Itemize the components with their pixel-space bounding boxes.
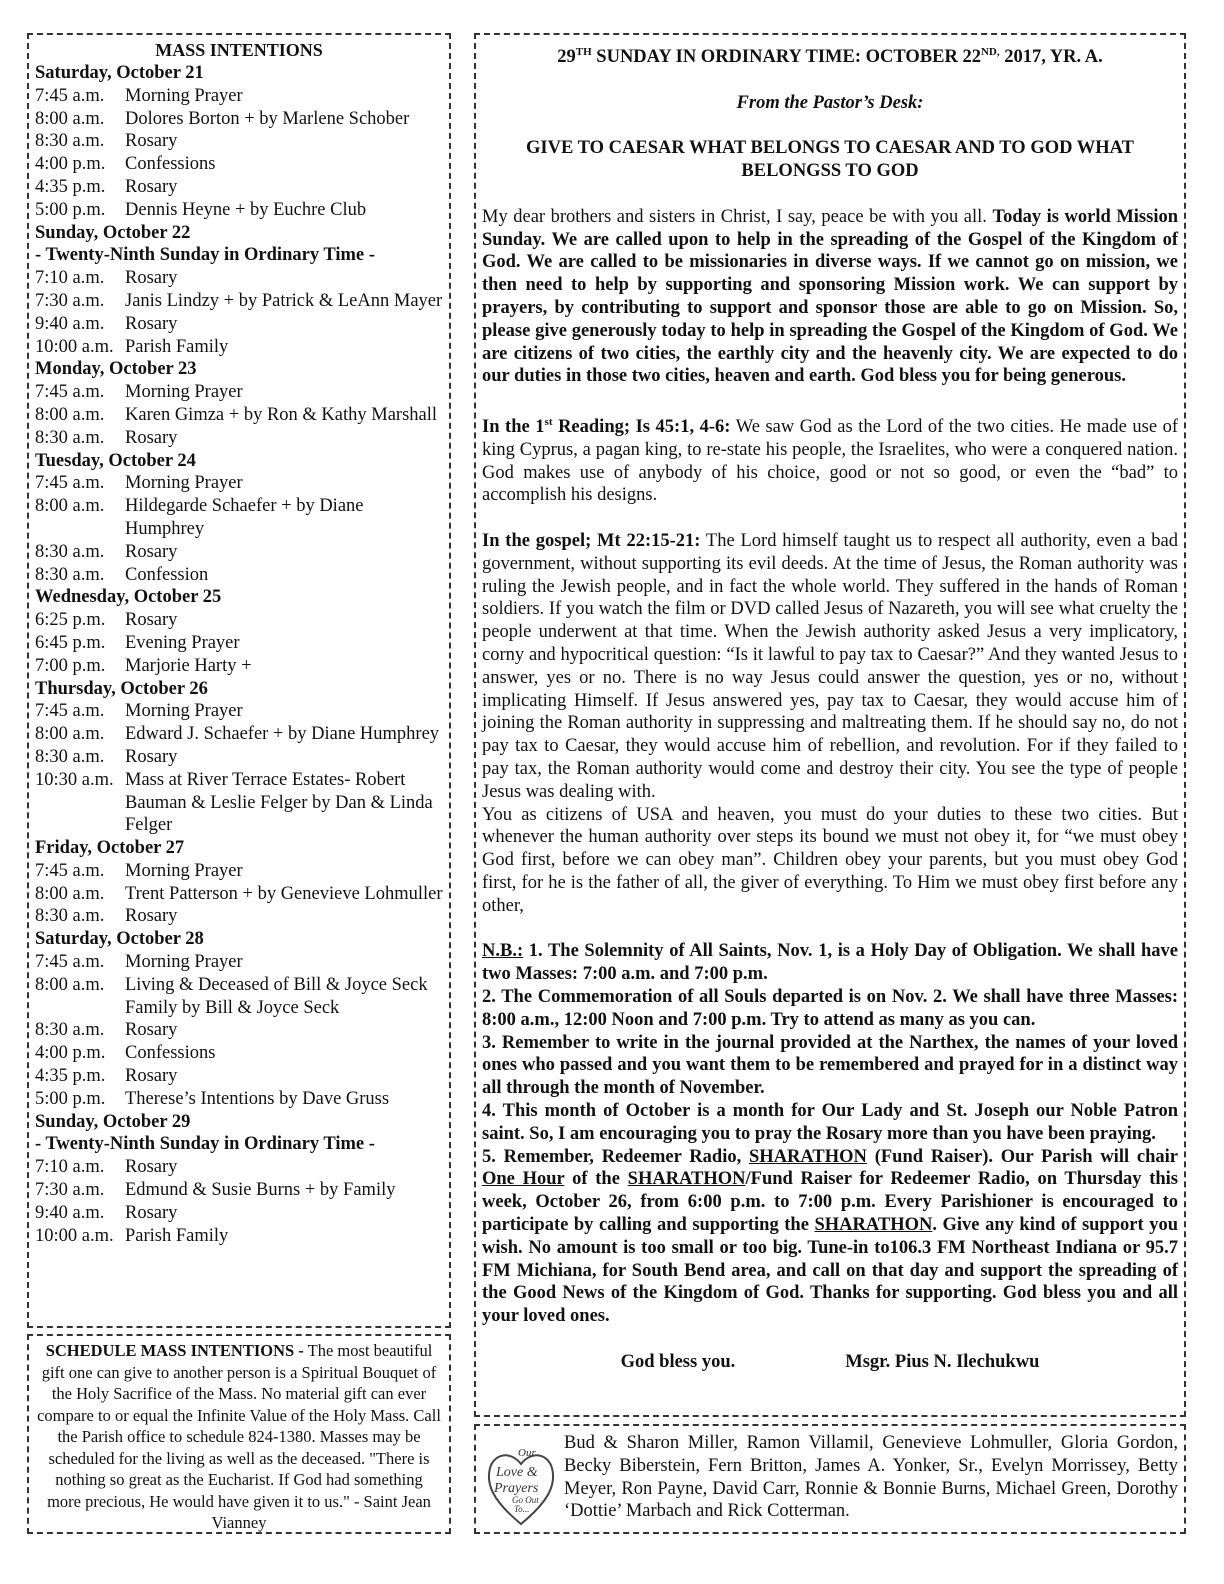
- mass-day-subtitle: - Twenty-Ninth Sunday in Ordinary Time -: [35, 1134, 375, 1155]
- mass-entry: [35, 746, 443, 769]
- mass-entry: [35, 290, 443, 313]
- mass-time: 8:30 a.m.: [35, 131, 105, 152]
- mass-time: 9:40 a.m.: [35, 1202, 105, 1223]
- mass-intention: Rosary: [125, 176, 178, 197]
- mass-intention: Trent Patterson + by Genevieve Lohmuller: [125, 883, 443, 904]
- mass-time: 4:00 p.m.: [35, 1043, 106, 1064]
- mass-intention: Karen Gimza + by Ron & Kathy Marshall: [125, 404, 438, 425]
- mass-time: 8:30 a.m.: [35, 906, 105, 927]
- pastor-desk-subheader: From the Pastor’s Desk:: [736, 92, 924, 113]
- mass-entry: [35, 176, 443, 199]
- mass-entry: [35, 336, 443, 359]
- mass-time: 4:00 p.m.: [35, 154, 106, 175]
- mass-intention: Rosary: [125, 427, 178, 448]
- mass-intention: Evening Prayer: [125, 632, 240, 653]
- mass-intention: Edward J. Schaefer + by Diane Humphrey: [125, 724, 440, 745]
- mass-day-heading: Thursday, October 26: [35, 678, 208, 699]
- pastor-desk-panel: [474, 33, 1186, 1417]
- mass-intention: Edmund & Susie Burns + by Family: [125, 1180, 396, 1201]
- mass-intention: Morning Prayer: [125, 85, 243, 106]
- mass-intention: Rosary: [125, 1157, 178, 1178]
- mass-intention: Mass at River Terrace Estates- Robert Bauman & Leslie Felger by Dan & Linda Felger: [125, 769, 433, 836]
- mass-time: 10:30 a.m.: [35, 769, 114, 790]
- mass-entry: [35, 199, 443, 222]
- closing-text: God bless you.: [620, 1351, 736, 1372]
- nb-item-5: 5. Remember, Redeemer Radio, SHARATHON (Fund Raiser). Our Parish will chair One Hour of the SHARATHON/Fund Raiser for Redeemer Radio, on Thursday this week, October 26, from 6:00 p.m. to 7:00 p.m. Every Parishioner is encouraged to participate by calling and supporting the SHARATHON. Give any kind of support you wish. No amount is too small or too big. Tune-in to106.3 FM Northeast Indiana or 95.7 FM Michiana, for South Bend area, and call on that day and support the spreading of the Good News of the Kingdom of God. Thanks for supporting. God bless you and all your loved ones.: [482, 1146, 1179, 1327]
- svg-text:To...: To...: [514, 1504, 530, 1514]
- mass-time: 7:45 a.m.: [35, 952, 105, 973]
- mass-day-heading: Saturday, October 28: [35, 929, 204, 950]
- mass-entry: [35, 1065, 443, 1088]
- prayer-names: Bud & Sharon Miller, Ramon Villamil, Genevieve Lohmuller, Gloria Gordon, Becky Biberstein, Fern Britton, James A. Yonker, Sr., Evelyn Morrissey, Betty Meyer, Ron Payne, David Carr, Ronnie & Bonnie Burns, Michael Green, Dorothy ‘Dottie’ Marbach and Rick Cotterman.: [564, 1433, 1178, 1522]
- mass-intention: Hildegarde Schaefer + by Diane Humphrey: [125, 496, 364, 539]
- svg-text:Our: Our: [518, 1447, 536, 1459]
- mass-time: 8:00 a.m.: [35, 404, 105, 425]
- mass-intention: Living & Deceased of Bill & Joyce Seck Family by Bill & Joyce Seck: [125, 974, 428, 1018]
- mass-entry: [35, 632, 443, 655]
- nb-item-2: 2. The Commemoration of all Souls departed is on Nov. 2. We shall have three Masses: 8:00 a.m., 12:00 Noon and 7:00 p.m. Try to attend as many as you can.: [482, 986, 1178, 1030]
- mass-intention: Rosary: [125, 541, 178, 562]
- mass-entry: [35, 564, 443, 587]
- mass-entry: [35, 609, 443, 632]
- mass-time: 7:10 a.m.: [35, 1157, 105, 1178]
- signature-line: [482, 1351, 1178, 1374]
- mass-entry: [35, 108, 443, 131]
- gospel-paragraph: In the gospel; Mt 22:15-21: The Lord himself taught us to respect all authority, even a bad government, without supporting its evil deeds. At the time of Jesus, the Roman authority was ruling the Jewish people, and in fact the whole world. They suffered in the hands of Roman soldiers. If you watch the film or DVD called Jesus of Nazareth, you will see what cruelty the people underwent at that time. When the Jewish authority asked Jesus a very implicatory, corny and hypocritical question: “Is it lawful to pay tax to Caesar?” And they wanted Jesus to answer, yes or no. There is no way Jesus could answer the question, yes or no, without implicating Himself. If Jesus answered yes, pay tax to Caesar, they would accuse him of joining the Roman authority in suppressing and maltreating them. If he should say no, do not pay tax to Caesar, they would accuse him of rebellion, and revolution. For if they failed to pay tax, the Roman authority would come and destroy their city. You see the type of people Jesus was dealing with.: [482, 531, 1178, 802]
- schedule-heading: SCHEDULE MASS INTENTIONS -: [45, 1341, 304, 1360]
- mass-intention: Rosary: [125, 268, 178, 289]
- citizens-paragraph: You as citizens of USA and heaven, you must do your duties to these two cities. But whenever the human authority over steps its bound we must not obey it, for “we must obey God first, before we can obey man”. Children obey your parents, but you must obey God first, for he is the father of all, the giver of everything. To Him we must obey first before any other,: [482, 804, 1178, 916]
- mass-time: 8:30 a.m.: [35, 564, 105, 585]
- bulletin-header: 29TH SUNDAY IN ORDINARY TIME: OCTOBER $22^{ND,}$ 2017, YR. A.: [557, 46, 1103, 68]
- mass-intention: Morning Prayer: [125, 382, 243, 403]
- mass-intentions-list: [35, 62, 443, 1247]
- mass-entry: [35, 541, 443, 564]
- homily-theme: GIVE TO CAESAR WHAT BELONGS TO CAESAR AND TO GOD WHAT BELONGSS TO GOD: [526, 138, 1134, 182]
- mass-intention: Rosary: [125, 610, 178, 631]
- mass-entry: [35, 769, 443, 837]
- mass-time: 4:35 p.m.: [35, 176, 106, 197]
- mass-entry: [35, 472, 443, 495]
- mass-time: 6:25 p.m.: [35, 610, 106, 631]
- svg-text:Go Out: Go Out: [512, 1495, 539, 1505]
- mass-time: 7:00 p.m.: [35, 655, 106, 676]
- mass-time: 8:00 a.m.: [35, 108, 105, 129]
- mass-intention: Morning Prayer: [125, 701, 243, 722]
- mass-time: 7:45 a.m.: [35, 382, 105, 403]
- mass-entry: [35, 1179, 443, 1202]
- mass-entry: [35, 404, 443, 427]
- mass-entry: [35, 1202, 443, 1225]
- svg-text:Love &: Love &: [496, 1465, 538, 1480]
- mass-entry: [35, 153, 443, 176]
- schedule-mass-intentions-panel: [27, 1334, 451, 1534]
- mass-entry: [35, 951, 443, 974]
- mass-time: 9:40 a.m.: [35, 313, 105, 334]
- mass-time: 8:30 a.m.: [35, 1020, 105, 1041]
- mass-entry: [35, 655, 443, 678]
- mass-time: 8:30 a.m.: [35, 746, 105, 767]
- mass-entry: [35, 883, 443, 906]
- mass-intention: Morning Prayer: [125, 952, 243, 973]
- mass-entry: [35, 905, 443, 928]
- mass-time: 8:00 a.m.: [35, 974, 105, 995]
- heart-logo-icon: [482, 1434, 560, 1530]
- mass-entry: [35, 85, 443, 108]
- mass-intention: Rosary: [125, 1066, 178, 1087]
- intro-paragraph: My dear brothers and sisters in Christ, I say, peace be with you all. Today is world Mission Sunday. We are called upon to help in the spreading of the Gospel of the Kingdom of God. We are called to be missionaries in diverse ways. If we cannot go on mission, we then need to help by supporting and sponsoring Mission work. We can support by prayers, by contributing to support and sponsor those are able to go on Mission. So, please give generously today to help in spreading the Gospel of the Kingdom of God. We are citizens of two cities, the earthly city and the heavenly city. We are expected to do our duties in those two cities, heaven and earth. God bless you for being generous.: [482, 206, 1178, 387]
- mass-entry: [35, 1156, 443, 1179]
- mass-time: 7:45 a.m.: [35, 860, 105, 881]
- mass-time: 5:00 p.m.: [35, 1088, 106, 1109]
- mass-entry: [35, 974, 443, 1020]
- mass-time: 5:00 p.m.: [35, 199, 106, 220]
- mass-day-heading: Sunday, October 29: [35, 1111, 191, 1132]
- mass-time: 7:30 a.m.: [35, 290, 105, 311]
- mass-time: 7:45 a.m.: [35, 701, 105, 722]
- mass-entry: [35, 267, 443, 290]
- mass-time: 7:45 a.m.: [35, 473, 105, 494]
- mass-intentions-panel: [27, 33, 451, 1328]
- signature-name: Msgr. Pius N. Ilechukwu: [845, 1351, 1040, 1372]
- mass-intention: Rosary: [125, 1202, 178, 1223]
- mass-intention: Confession: [125, 564, 209, 585]
- nb-item-3: 3. Remember to write in the journal provided at the Narthex, the names of your loved ones who passed and you want them to be remembered and prayed for in a distinct way all through the month of November.: [482, 1032, 1178, 1099]
- nb-item-4: 4. This month of October is a month for Our Lady and St. Joseph our Noble Patron saint. So, I am encouraging you to pray the Rosary more than you have been praying.: [482, 1100, 1178, 1144]
- mass-intention: Morning Prayer: [125, 473, 243, 494]
- svg-text:Prayers: Prayers: [494, 1481, 539, 1496]
- mass-intention: Morning Prayer: [125, 860, 243, 881]
- mass-time: 8:30 a.m.: [35, 541, 105, 562]
- mass-entry: [35, 130, 443, 153]
- mass-intention: Rosary: [125, 746, 178, 767]
- mass-day-heading: Monday, October 23: [35, 359, 197, 380]
- mass-intention: Therese’s Intentions by Dave Gruss: [125, 1088, 390, 1109]
- mass-intention: Parish Family: [125, 1225, 229, 1246]
- mass-time: 7:30 a.m.: [35, 1180, 105, 1201]
- mass-intention: Dennis Heyne + by Euchre Club: [125, 199, 367, 220]
- nb-item-1: N.B.: 1. The Solemnity of All Saints, Nov. 1, is a Holy Day of Obligation. We shall have two Masses: 7:00 a.m. and 7:00 p.m.: [482, 941, 1178, 985]
- mass-intention: Confessions: [125, 1043, 216, 1064]
- mass-time: 4:35 p.m.: [35, 1066, 106, 1087]
- mass-time: 10:00 a.m.: [35, 336, 114, 357]
- mass-intention: Rosary: [125, 1020, 178, 1041]
- mass-entry: [35, 1042, 443, 1065]
- mass-time: 8:00 a.m.: [35, 883, 105, 904]
- mass-day-heading: Saturday, October 21: [35, 63, 204, 83]
- mass-entry: [35, 1019, 443, 1042]
- mass-time: 6:45 p.m.: [35, 632, 106, 653]
- mass-entry: [35, 723, 443, 746]
- mass-entry: [35, 427, 443, 450]
- schedule-body: The most beautiful gift one can give to another person is a Spiritual Bouquet of the Holy Sacrifice of the Mass. No material gift can ever compare to or equal the Infinite Value of the Holy Mass. Call the Parish office to schedule 824-1380. Masses may be scheduled for the living as well as the deceased. "There is nothing so great as the Eucharist. If God had something more precious, He would have given it to us." - Saint Jean Vianney: [37, 1341, 441, 1532]
- mass-intention: Parish Family: [125, 336, 229, 357]
- mass-time: 8:30 a.m.: [35, 427, 105, 448]
- mass-entry: [35, 495, 443, 541]
- mass-entry: [35, 313, 443, 336]
- mass-day-heading: Friday, October 27: [35, 838, 185, 859]
- mass-intention: Rosary: [125, 906, 178, 927]
- mass-intention: Rosary: [125, 313, 178, 334]
- mass-day-heading: Sunday, October 22: [35, 222, 191, 243]
- mass-intention: Janis Lindzy + by Patrick & LeAnn Mayer: [125, 290, 443, 311]
- mass-entry: [35, 381, 443, 404]
- mass-intention: Dolores Borton + by Marlene Schober: [125, 108, 410, 129]
- mass-entry: [35, 860, 443, 883]
- mass-intention: Rosary: [125, 131, 178, 152]
- mass-day-heading: Wednesday, October 25: [35, 587, 222, 608]
- mass-time: 10:00 a.m.: [35, 1225, 114, 1246]
- mass-entry: [35, 1225, 443, 1248]
- mass-intention: Marjorie Harty +: [125, 655, 252, 676]
- mass-intention: Confessions: [125, 154, 216, 175]
- mass-intentions-title: MASS INTENTIONS: [155, 40, 323, 60]
- mass-time: 7:45 a.m.: [35, 85, 105, 106]
- first-reading-paragraph: In the 1st Reading; Is 45:1, 4-6: We saw God as the Lord of the two cities. He made use of king Cyprus, a pagan king, to re-state his people, the Israelites, who were a conquered nation. God makes use of anybody of his choice, good or not so good, or even the “bad” to accomplish his designs.: [482, 415, 1179, 506]
- mass-entry: [35, 700, 443, 723]
- prayer-list-panel: [474, 1424, 1186, 1534]
- mass-day-heading: Tuesday, October 24: [35, 450, 196, 471]
- mass-day-subtitle: - Twenty-Ninth Sunday in Ordinary Time -: [35, 245, 375, 266]
- schedule-paragraph: [37, 1340, 441, 1534]
- mass-time: 7:10 a.m.: [35, 268, 105, 289]
- mass-time: 8:00 a.m.: [35, 496, 105, 517]
- mass-entry: [35, 1088, 443, 1111]
- mass-time: 8:00 a.m.: [35, 724, 105, 745]
